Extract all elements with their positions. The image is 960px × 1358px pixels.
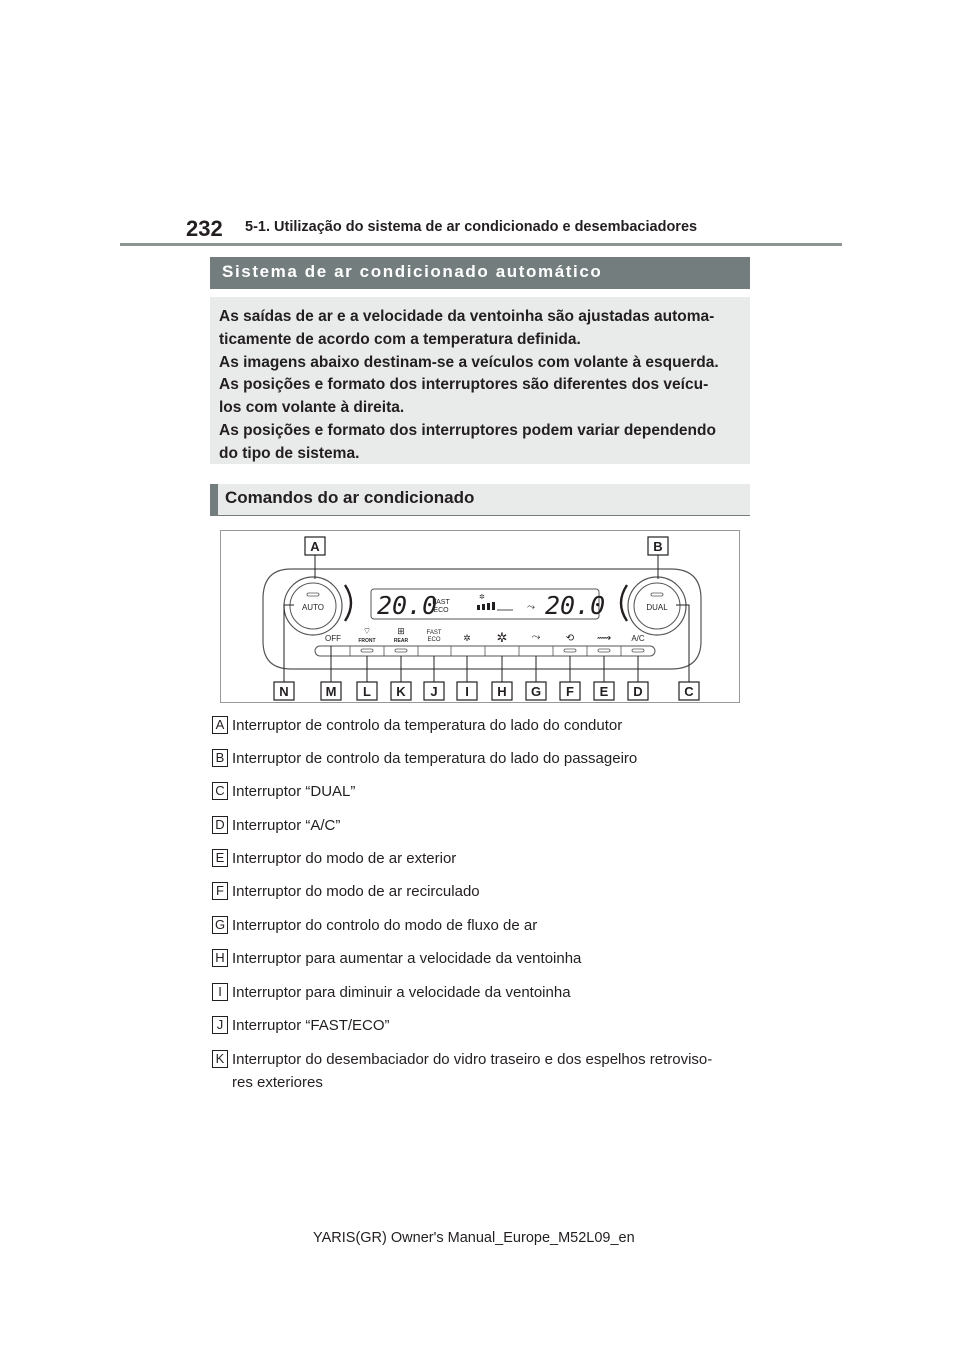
eco-button-label: ECO xyxy=(427,637,441,643)
airflow-button-icon: ⤳ xyxy=(531,631,541,643)
svg-text:F: F xyxy=(566,684,574,699)
outside-air-icon: ⟿ xyxy=(596,633,612,644)
callout-a xyxy=(305,537,325,555)
front-button-label: FRONT xyxy=(358,638,376,644)
legend-text: Interruptor para diminuir a velocidade da ventoinha xyxy=(232,984,571,1001)
legend-badge: J xyxy=(212,1016,228,1034)
callout-e xyxy=(594,682,614,700)
rear-defroster-icon: ⊞ xyxy=(397,626,405,636)
callout-k xyxy=(391,682,411,700)
button-indicator-lights xyxy=(361,649,644,652)
chapter-title: 5-1. Utilização do sistema de ar condicionado e desembaciadores xyxy=(245,219,698,235)
legend-badge: F xyxy=(212,882,228,900)
callout-h xyxy=(492,682,512,700)
legend-badge: B xyxy=(212,749,228,767)
legend-text: Interruptor de controlo da temperatura do lado do condutor xyxy=(232,717,623,734)
svg-text:A: A xyxy=(310,539,320,554)
legend-text: Interruptor de controlo da temperatura do lado do passageiro xyxy=(232,750,638,767)
callout-n xyxy=(274,682,294,700)
fan-up-icon: ✲ xyxy=(496,630,508,645)
intro-line: As saídas de ar e a velocidade da ventoinha são ajustadas automa- xyxy=(219,308,715,325)
callout-m xyxy=(321,682,341,700)
fan-icon: ✲ xyxy=(479,594,485,601)
intro-text xyxy=(219,306,744,466)
display-fast: FAST xyxy=(432,599,450,606)
callout-g xyxy=(526,682,546,700)
legend-badge: G xyxy=(212,916,228,934)
legend-text: Interruptor do desembaciador do vidro traseiro e dos espelhos retroviso- xyxy=(232,1051,713,1068)
legend-badge: I xyxy=(212,983,228,1001)
footer-text: YARIS(GR) Owner's Manual_Europe_M52L09_en xyxy=(313,1230,635,1246)
callout-f xyxy=(560,682,580,700)
intro-line: As imagens abaixo destinam-se a veículos com volante à esquerda. xyxy=(219,353,719,371)
legend-text: Interruptor “FAST/ECO” xyxy=(232,1017,390,1034)
legend-text: Interruptor para aumentar a velocidade da ventoinha xyxy=(232,950,582,967)
fast-button-label: FAST xyxy=(426,630,442,636)
svg-text:L: L xyxy=(363,684,371,699)
left-bezel-arc xyxy=(345,585,351,621)
dual-knob-label: DUAL xyxy=(646,603,668,612)
ac-button-label: A/C xyxy=(631,634,645,643)
recirculate-icon: ⟲ xyxy=(565,633,575,644)
svg-text:M: M xyxy=(325,684,337,699)
front-defroster-icon: ⌔ xyxy=(362,626,372,636)
intro-line: As posições e formato dos interruptores podem variar dependendo xyxy=(219,421,716,439)
page-number: 232 xyxy=(186,216,223,241)
intro-line: ticamente de acordo com a temperatura definida. xyxy=(219,330,581,348)
legend-badge: E xyxy=(212,849,228,867)
fan-level-bars xyxy=(477,602,495,610)
legend-badge: K xyxy=(212,1050,228,1068)
callout-i xyxy=(457,682,477,700)
callout-l xyxy=(357,682,377,700)
intro-line: As posições e formato dos interruptores são diferentes dos veícu- xyxy=(219,376,709,394)
svg-text:D: D xyxy=(633,684,643,699)
svg-text:B: B xyxy=(653,539,663,554)
airflow-mode-icon: ⤳ xyxy=(527,602,535,613)
right-bezel-arc xyxy=(621,585,627,621)
control-panel-figure xyxy=(220,530,740,703)
svg-text:N: N xyxy=(279,684,289,699)
svg-text:I: I xyxy=(465,684,469,699)
legend-badge: D xyxy=(212,816,228,834)
display-left-temp: 20.0 xyxy=(377,591,438,620)
off-button-label: OFF xyxy=(325,634,341,643)
legend-text: res exteriores xyxy=(232,1074,323,1091)
svg-text:E: E xyxy=(599,684,609,699)
legend-badge: A xyxy=(212,716,228,734)
auto-knob-label: AUTO xyxy=(301,603,325,612)
button-dividers xyxy=(350,646,621,656)
intro-line: do tipo de sistema. xyxy=(219,444,360,462)
fan-down-icon: ✲ xyxy=(463,633,471,643)
callout-j xyxy=(424,682,444,700)
callout-d xyxy=(628,682,648,700)
rear-button-label: REAR xyxy=(393,638,409,644)
legend-text: Interruptor “DUAL” xyxy=(232,783,356,800)
display-eco: ECO xyxy=(433,607,449,614)
section-title: Sistema de ar condicionado automático xyxy=(222,262,603,281)
svg-text:H: H xyxy=(497,684,507,699)
intro-line: los com volante à direita. xyxy=(219,399,405,417)
legend-text: Interruptor do modo de ar exterior xyxy=(232,850,457,867)
legend-text: Interruptor “A/C” xyxy=(232,817,341,834)
display-right-temp: 20.0 xyxy=(545,591,606,620)
control-panel-illustration xyxy=(221,531,739,702)
svg-text:J: J xyxy=(430,684,438,699)
subsection-accent xyxy=(210,484,218,516)
svg-text:K: K xyxy=(396,684,406,699)
legend-text: Interruptor do controlo do modo de fluxo de ar xyxy=(232,917,538,934)
header-rule xyxy=(120,243,842,246)
svg-text:G: G xyxy=(530,684,542,699)
legend-badge: C xyxy=(212,782,228,800)
svg-text:C: C xyxy=(684,684,694,699)
subsection-title: Comandos do ar condicionado xyxy=(225,488,475,507)
legend-text: Interruptor do modo de ar recirculado xyxy=(232,883,480,900)
legend-badge: H xyxy=(212,949,228,967)
callout-c xyxy=(679,682,699,700)
callout-b xyxy=(648,537,668,555)
